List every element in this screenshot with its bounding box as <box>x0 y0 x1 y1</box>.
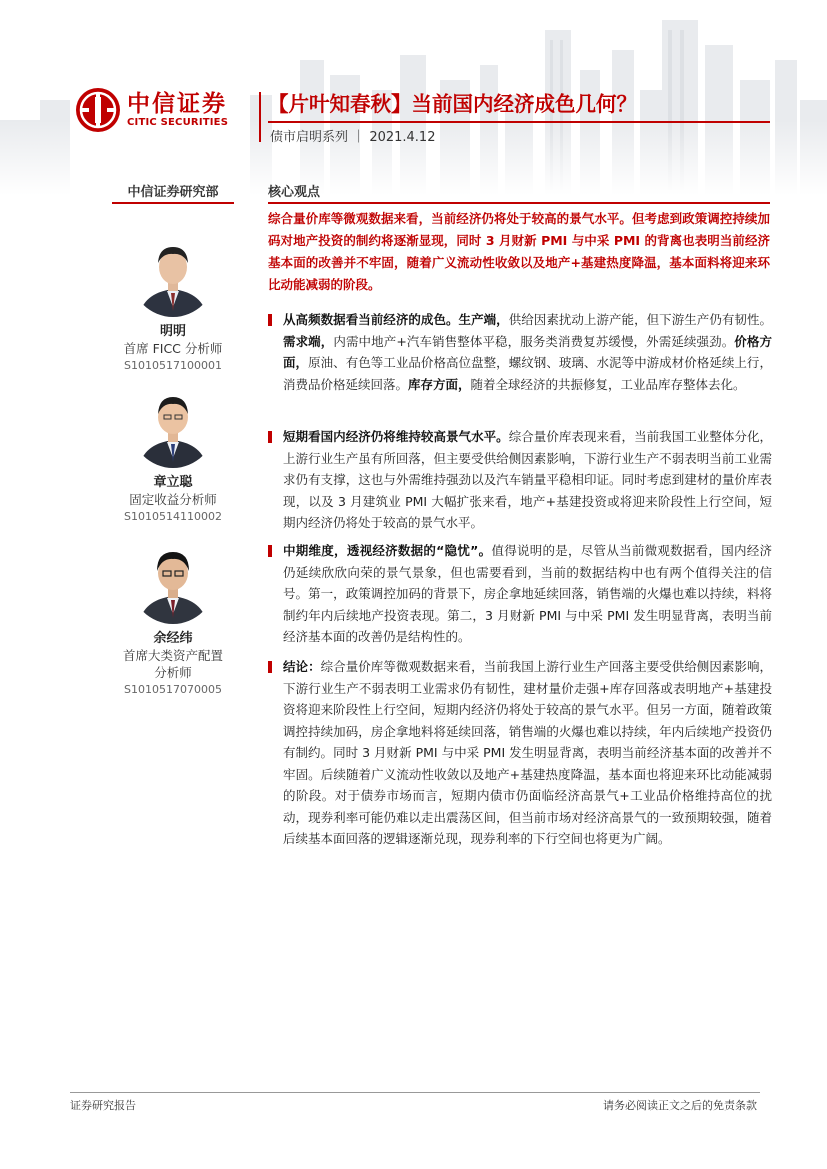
point-text <box>283 309 772 395</box>
brand-name-en: CITIC SECURITIES <box>127 117 229 128</box>
point-text <box>283 540 772 648</box>
title-rule <box>268 121 770 123</box>
footer-disclaimer-note: 请务必阅读正文之后的免责条款 <box>603 1099 757 1112</box>
point-bold-text: 中期维度，透视经济数据的“隐忧”。 <box>283 543 492 558</box>
section-rule <box>268 202 770 204</box>
analyst-name: 余经纬 <box>153 631 193 646</box>
analyst-photo-avatar <box>131 233 215 317</box>
point-body-text: 供给因素扰动上游产能，但下游生产仍有韧性。 <box>508 312 772 327</box>
analyst-license-code: S1010514110002 <box>124 510 222 523</box>
department-label: 中信证券研究部 <box>127 185 219 200</box>
analyst-name: 明明 <box>159 324 186 339</box>
section-title: 核心观点 <box>268 185 321 200</box>
point-body-text: 随着全球经济的共振修复，工业品库存整体去化。 <box>470 376 746 392</box>
report-title: 【片叶知春秋】当前国内经济成色几何？ <box>268 92 637 116</box>
series-separator: ｜ <box>352 130 366 145</box>
key-point <box>268 426 772 534</box>
summary-paragraph: 综合量价库等微观数据来看，当前经济仍将处于较高的景气水平。但考虑到政策调控持续加码对地产投资的制约将逐渐显现，同时 3 月财新 PMI 与中采 PMI 的背离也表明当前经济基本面的改善并不牢固，随着广义流动性收敛以及地产+基建热度降温，基本面料将迎来环比动能减弱的阶段。 <box>268 211 770 292</box>
key-point <box>268 309 772 395</box>
bullet-bar <box>268 545 272 557</box>
brand-name-cn: 中信证券 <box>127 91 227 117</box>
point-body-text: 内需中地产+汽车销售整体平稳，服务类消费复苏缓慢，外需延续强劲。 <box>333 333 735 349</box>
point-bold-text: 需求端， <box>283 333 334 349</box>
analyst-card <box>112 384 234 525</box>
series-name: 债市启明系列 <box>270 130 349 145</box>
series-line <box>270 126 435 145</box>
bullet-bar <box>268 314 272 326</box>
analyst-role: 首席大类资产配置 <box>122 648 223 663</box>
point-bold-text: 从高频数据看当前经济的成色。生产端， <box>283 312 509 327</box>
point-text <box>283 656 772 850</box>
analyst-photo-avatar <box>131 540 215 624</box>
analyst-role: 固定收益分析师 <box>129 492 217 507</box>
brand-logo <box>75 87 228 133</box>
key-point <box>268 540 772 648</box>
bullet-bar <box>268 431 272 443</box>
analyst-photo-avatar <box>131 384 215 468</box>
point-body-text: 原油、有色等工业品价格高位盘整，螺纹钢、玻璃、水泥等中游成材价格延续上行，消费品价格延续回落。 <box>283 355 772 392</box>
footer-report-type: 证券研究报告 <box>70 1099 136 1112</box>
bullet-bar <box>268 661 272 673</box>
point-bold-text: 结论： <box>283 659 321 674</box>
key-point <box>268 656 772 850</box>
analyst-card <box>112 540 234 698</box>
point-body-text: 值得说明的是，尽管从当前微观数据看，国内经济仍延续欣欣向荣的景气景象，但也需要看到，当前的数据结构中也有两个值得关注的信号。第一，政策调控加码的背景下，房企拿地延续回落，销售端的火爆也难以持续，料将制约年内后续地产投资表现。第二，3 月财新 PMI 与中采 PMI 发生明显背离，表明当前经济基本面的改善仍是结构性的。 <box>283 543 772 644</box>
header-divider <box>259 92 261 142</box>
analyst-license-code: S1010517100001 <box>124 359 222 372</box>
point-bold-text: 价格方面， <box>283 333 772 370</box>
analyst-role: 首席 FICC 分析师 <box>123 341 223 356</box>
point-bold-text: 短期看国内经济仍将维持较高景气水平。 <box>283 429 509 444</box>
point-body-text: 综合量价库等微观数据来看，当前我国上游行业生产回落主要受供给侧因素影响，下游行业生产不弱表明工业需求仍有韧性，建材量价走强+库存回落或表明地产+基建投资将迎来阶段性上行空间，短期内经济仍将处于较高的景气水平。但另一方面，随着政策调控持续加码，房企拿地料将延续回落，销售端的火爆也难以持续，年内后续地产投资仍有制约。同时 3 月财新 PMI 与中采 PMI 发生明显背离，表明当前经济基本面的改善并不牢固。后续随着广义流动性收敛以及地产+基建热度降温，基本面也将迎来环比动能减弱的阶段。对于债券市场而言，短期内债市仍面临经济高景气+工业品价格维持高位的扰动，现券利率可能仍难以走出震荡区间，但当前市场对经济高景气的一致预期较强，随着后续基本面回落的逻辑逐渐兑现，现券利率的下行空间也将更为广阔。 <box>283 659 772 846</box>
citic-logo-icon <box>75 87 121 133</box>
point-body-text: 综合量价库表现来看，当前我国工业整体分化，上游行业生产虽有所回落，但主要受供给侧因素影响，下游行业生产不弱表明当前工业需求仍有支撑，这也与外需维持强劲以及汽车销量平稳相印证。同时考虑到建材的量价库表现，以及 3 月建筑业 PMI 大幅扩张来看，地产+基建投资或将迎来阶段性上行空间，短期内经济仍将处于较高的景气水平。 <box>283 429 772 530</box>
analyst-role-continued: 分析师 <box>154 665 192 680</box>
analyst-license-code: S1010517070005 <box>124 683 222 696</box>
analyst-card <box>112 233 234 374</box>
analyst-name: 章立聪 <box>153 475 193 490</box>
point-bold-text: 库存方面， <box>408 376 471 392</box>
department-rule <box>112 202 234 204</box>
point-text <box>283 426 772 534</box>
footer-rule <box>70 1092 760 1093</box>
report-date: 2021.4.12 <box>369 130 436 145</box>
